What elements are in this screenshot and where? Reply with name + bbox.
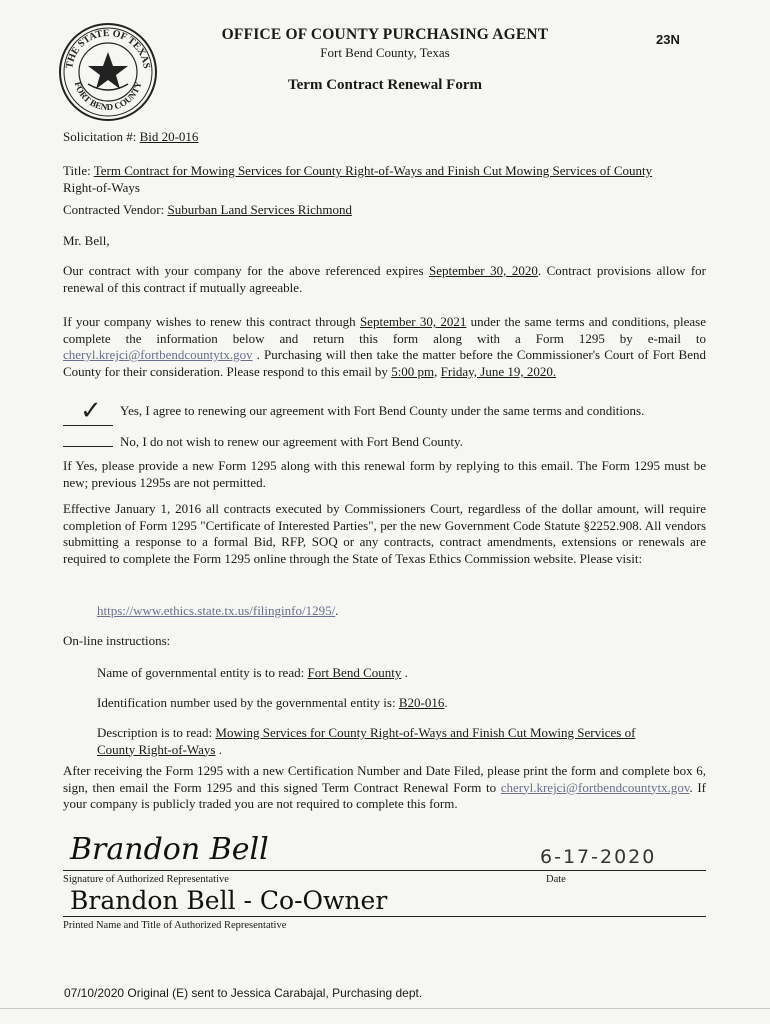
renewal-text: If your company wishes to renew this contract through [63,314,360,329]
statute-paragraph: Effective January 1, 2016 all contracts executed by Commissioners Court, regardless of the dollar amount, will require completion of Form 1295 "Certificate of Interested Parties", per the new Government Code Statute §2252.908. All vendors submitting a response to a formal Bid, RFP, SOQ or any contracts, contract amendments, extensions or renewals are required to complete the Form 1295 online through the State of Texas Ethics Commission website. Please visit: [63,501,706,566]
submission-paragraph [63,763,706,813]
svg-text:THE STATE OF TEXAS: THE STATE OF TEXAS [64,27,152,70]
form-number: 23N [656,32,680,47]
ethics-url-row [97,603,338,619]
salutation: Mr. Bell, [63,233,110,248]
submission-text-end: . If your company is publicly traded you are not required to complete this form. [63,779,706,812]
footer-note: 07/10/2020 Original (E) sent to Jessica Carabajal, Purchasing dept. [64,986,423,1000]
description-row [97,725,706,758]
entity-suffix: . [401,665,408,680]
expiry-paragraph [63,263,706,296]
renewal-text-mid: under the same terms and conditions, please complete the information below and return this form along with a Form 1295 by e-mail to [63,314,706,346]
title-value-line2: Right-of-Ways [63,180,140,195]
printed-name-label: Printed Name and Title of Authorized Representative [63,920,287,931]
handwritten-signature: Brandon Bell [70,832,269,867]
handwritten-printed-name[interactable]: Brandon Bell - Co-Owner [70,886,388,915]
expiry-text-end: . Contract provisions allow for renewal of this contract if mutually agreeable. [63,263,706,295]
solicitation-row [63,129,198,145]
submission-email-link[interactable]: cheryl.krejci@fortbendcountytx.gov [500,779,690,795]
submission-text: After receiving the Form 1295 with a new Certification Number and Date Filed, please print the form and complete box 6, sign, then email the Form 1295 and this signed Term Contract Renewal Form to [63,763,706,795]
page-edge-divider [0,1008,770,1009]
signature-line[interactable] [63,870,706,871]
county-subheading: Fort Bend County, Texas [320,45,450,60]
solicitation-value: Bid 20-016 [139,129,199,144]
date-label: Date [546,874,566,885]
handwritten-date[interactable]: 6-17-2020 [540,846,657,868]
identification-value: B20-016 [398,695,445,710]
no-blank[interactable] [63,446,113,447]
ethics-url-suffix: . [335,603,339,618]
office-heading: OFFICE OF COUNTY PURCHASING AGENT [221,26,549,43]
identification-label: Identification number used by the governmental entity is: [97,695,399,710]
vendor-label: Contracted Vendor: [63,202,165,217]
title-value-line1: Term Contract for Mowing Services for County Right-of-Ways and Finish Cut Mowing Services of County [93,163,653,178]
entity-row [97,665,408,681]
renewal-text-end: . Purchasing will then take the matter before the Commissioner's Court of Fort Bend County for their consideration. Please respond to this email by [63,347,706,379]
ethics-url-link[interactable]: https://www.ethics.state.tx.us/filinginfo/1295/ [97,603,336,618]
deadline-date: Friday, June 19, 2020. [440,363,557,379]
form1295-paragraph: If Yes, please provide a new Form 1295 along with this renewal form by replying to this email. The Form 1295 must be new; previous 1295s are not permitted. [63,458,706,490]
vendor-value: Suburban Land Services Richmond [167,202,352,217]
form-title: Term Contract Renewal Form [288,77,482,93]
svg-text:FORT BEND COUNTY: FORT BEND COUNTY [72,80,144,113]
title-label: Title: [63,163,91,178]
renewal-paragraph [63,314,706,380]
title-row [63,162,706,196]
renewal-through-date: September 30, 2021 [359,314,467,329]
yes-option-label: Yes, I agree to renewing our agreement with Fort Bend County under the same terms and conditions. [120,403,645,418]
description-value-line1: Mowing Services for County Right-of-Ways and Finish Cut Mowing Services of [215,725,636,740]
check-mark-icon: ✓ [80,396,102,426]
solicitation-label: Solicitation #: [63,129,137,144]
deadline-time: 5:00 pm, [391,363,438,379]
description-suffix: . [215,741,222,757]
expiry-date: September 30, 2020 [429,263,538,278]
description-label: Description is to read: [97,725,216,740]
purchasing-email-link[interactable]: cheryl.krejci@fortbendcountytx.gov [63,347,253,363]
entity-label: Name of governmental entity is to read: [97,665,308,680]
no-option-label: No, I do not wish to renew our agreement with Fort Bend County. [120,434,463,449]
signature-label: Signature of Authorized Representative [63,874,229,885]
identification-row [97,695,448,711]
entity-value: Fort Bend County [307,665,402,680]
description-value-line2: County Right-of-Ways [97,741,216,757]
expiry-text: Our contract with your company for the above referenced expires [63,263,429,278]
county-seal-icon [58,22,158,122]
online-instructions-heading: On-line instructions: [63,633,171,648]
identification-suffix: . [444,695,448,710]
printed-name-line [63,916,706,917]
vendor-row [63,202,352,218]
